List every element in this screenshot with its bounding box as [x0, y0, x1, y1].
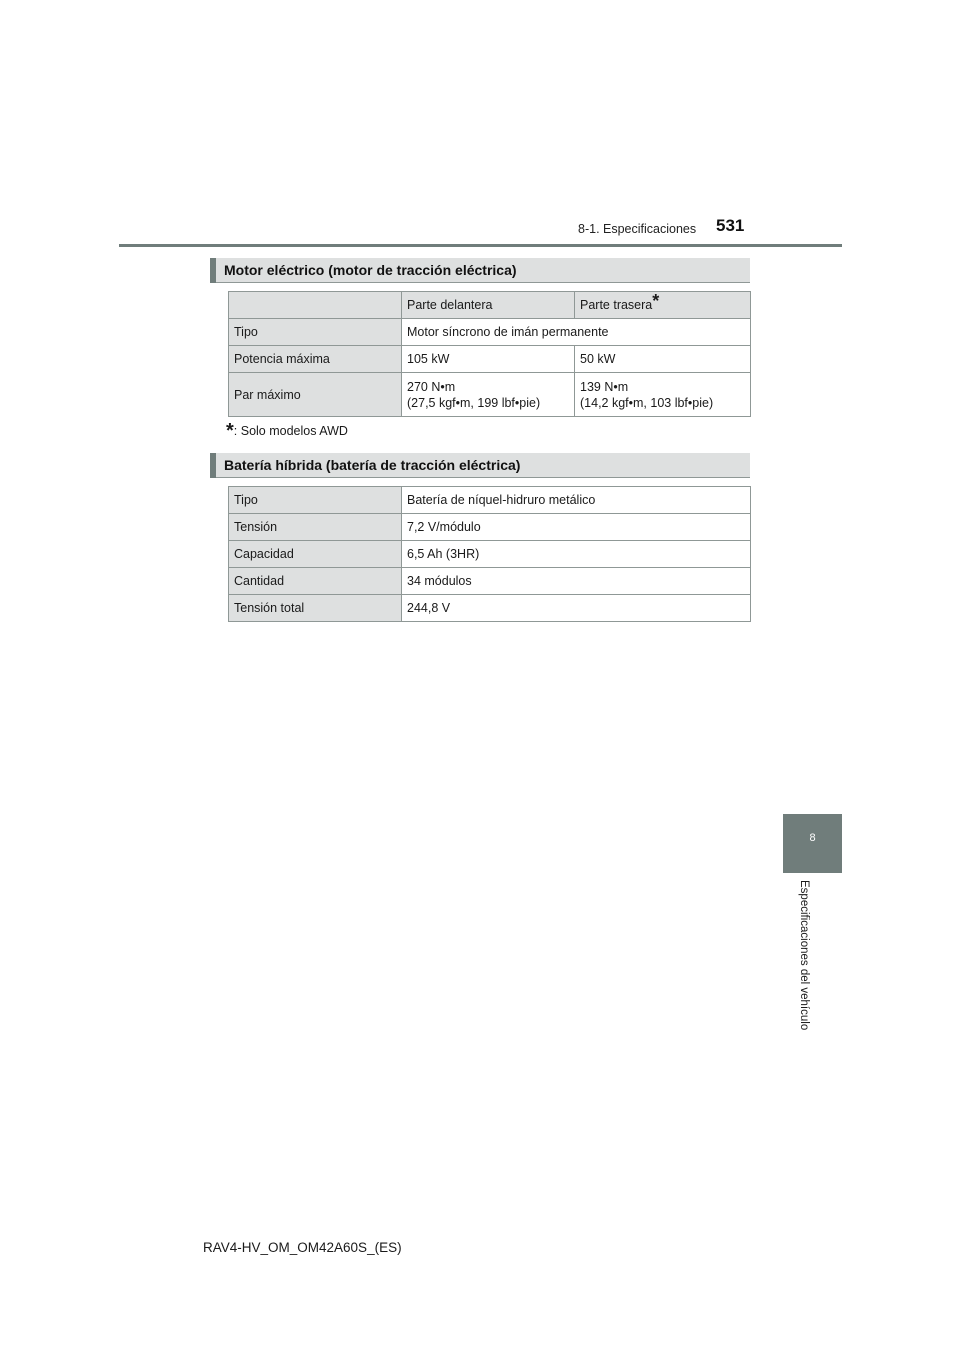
row-value-rear: 50 kW	[575, 346, 751, 373]
footnote-text: : Solo modelos AWD	[233, 424, 348, 438]
document-id: RAV4-HV_OM_OM42A60S_(ES)	[203, 1240, 402, 1255]
column-header-rear	[575, 292, 751, 319]
footnote	[226, 420, 348, 443]
table-row	[229, 373, 751, 417]
torque-rear-nm: 139 N•m	[580, 379, 629, 394]
section-heading-accent	[210, 258, 216, 283]
column-header-front	[402, 292, 575, 319]
row-label: Cantidad	[229, 568, 402, 595]
column-header-rear-text: Parte trasera	[580, 298, 653, 312]
section-title-battery: Batería híbrida (batería de tracción eléctrica)	[224, 457, 521, 473]
table-header-row	[229, 292, 751, 319]
section-heading-battery	[210, 453, 750, 478]
column-header-front-text: Parte delantera	[407, 298, 493, 312]
row-label: Tipo	[229, 319, 402, 346]
table-row	[229, 487, 751, 514]
table-row	[229, 514, 751, 541]
row-value: 6,5 Ah (3HR)	[402, 541, 751, 568]
row-label: Tensión	[229, 514, 402, 541]
torque-front-nm: 270 N•m	[407, 379, 456, 394]
table-header-empty-cell	[229, 292, 402, 319]
row-value: 7,2 V/módulo	[402, 514, 751, 541]
row-value-front: 105 kW	[402, 346, 575, 373]
row-label: Capacidad	[229, 541, 402, 568]
section-title-motor: Motor eléctrico (motor de tracción eléctrica)	[224, 262, 517, 278]
row-value: Motor síncrono de imán permanente	[402, 319, 751, 346]
torque-front-alt: (27,5 kgf•m, 199 lbf•pie)	[407, 395, 541, 410]
footnote-mark: *	[226, 420, 234, 442]
torque-rear-alt: (14,2 kgf•m, 103 lbf•pie)	[580, 395, 714, 410]
row-value-rear	[575, 373, 751, 417]
row-label: Par máximo	[229, 373, 402, 417]
page-number: 531	[716, 216, 745, 235]
section-heading-accent	[210, 453, 216, 478]
row-label: Tipo	[229, 487, 402, 514]
table-row	[229, 595, 751, 622]
table-row	[229, 346, 751, 373]
chapter-tab-label: Especificaciones del vehículo	[798, 880, 810, 1031]
row-label: Tensión total	[229, 595, 402, 622]
table-row	[229, 319, 751, 346]
header-section-title: 8-1. Especificaciones	[578, 222, 697, 236]
battery-spec-table	[228, 486, 751, 622]
motor-spec-table	[228, 291, 751, 417]
section-heading-motor	[210, 258, 750, 283]
header-divider	[119, 244, 842, 247]
chapter-tab: 8	[783, 814, 842, 873]
table-row	[229, 568, 751, 595]
table-row	[229, 541, 751, 568]
row-label: Potencia máxima	[229, 346, 402, 373]
row-value-front	[402, 373, 575, 417]
row-value: 244,8 V	[402, 595, 751, 622]
rear-footnote-mark: *	[652, 291, 660, 311]
row-value: Batería de níquel-hidruro metálico	[402, 487, 751, 514]
row-value: 34 módulos	[402, 568, 751, 595]
